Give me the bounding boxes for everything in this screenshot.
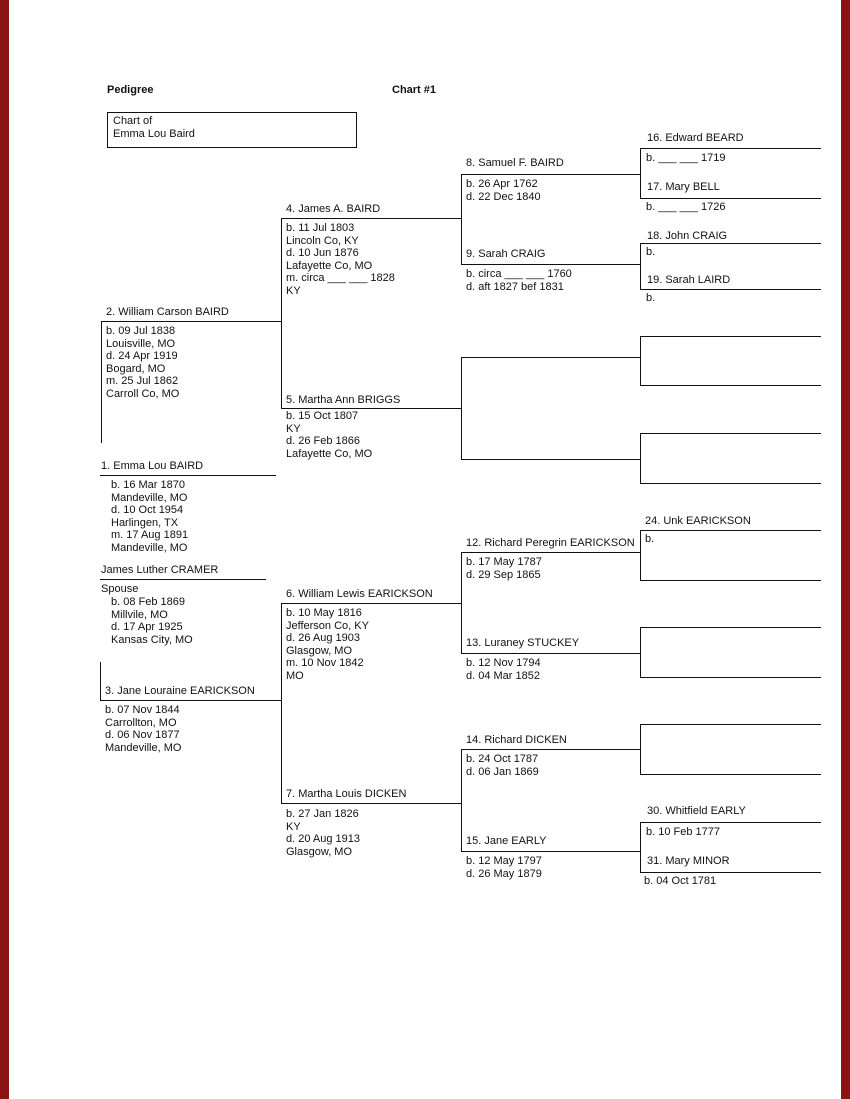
p16-name: 16. Edward BEARD [647,132,744,144]
spouse-line [100,579,266,580]
p24-detail: b. [645,533,655,545]
p19-line [640,289,821,290]
spouse-name: James Luther CRAMER [101,564,219,576]
p17-line [640,198,821,199]
p15-name: 15. Jane EARLY [466,835,547,847]
p6-details: b. 10 May 1816 Jefferson Co, KY d. 26 Aug 1903 Glasgow, MO m. 10 Nov 1842 MO [286,607,369,682]
p9-name: 9. Sarah CRAIG [466,248,546,260]
p18-name: 18. John CRAIG [647,230,728,242]
p13-details: b. 12 Nov 1794 d. 04 Mar 1852 [466,657,541,682]
p10-parents-connector [640,336,641,385]
p7-line [281,803,461,804]
p31-line [640,872,821,873]
p14-name: 14. Richard DICKEN [466,734,567,746]
p4-line [281,218,461,219]
p2-name: 2. William Carson BAIRD [106,306,229,318]
p30-detail: b. 10 Feb 1777 [646,826,721,838]
p10-line [461,357,641,358]
p15-parents-connector [640,822,641,872]
p17-detail: b. ___ ___ 1726 [646,201,726,213]
p20-line [640,336,821,337]
p4-details: b. 11 Jul 1803 Lincoln Co, KY d. 10 Jun 1876 Lafayette Co, MO m. circa ___ ___ 1828 KY [286,222,395,297]
p15-details: b. 12 May 1797 d. 26 May 1879 [466,855,542,880]
p6-name: 6. William Lewis EARICKSON [286,588,433,600]
p15-line [461,851,641,852]
p4-name: 4. James A. BAIRD [286,203,381,215]
p5-line [281,408,461,409]
p13-line [461,653,641,654]
p5-name: 5. Martha Ann BRIGGS [286,394,401,406]
p3-name: 3. Jane Louraine EARICKSON [105,685,255,697]
p5-parents-connector [461,357,462,459]
p27-line [640,677,821,678]
header-pedigree: Pedigree [107,84,154,96]
chart-of-label: Chart of [113,115,153,127]
chart-of-name: Emma Lou Baird [113,128,195,140]
p1-name: 1. Emma Lou BAIRD [101,460,204,472]
p3-parents-connector [281,603,282,803]
p18-line [640,243,821,244]
p12-line [461,552,641,553]
spouse-label: Spouse [101,583,139,595]
p22-line [640,433,821,434]
p8-name: 8. Samuel F. BAIRD [466,157,564,169]
p25-line [640,580,821,581]
p3-connector [100,662,101,700]
p24-name: 24. Unk EARICKSON [645,515,751,527]
spouse-details: b. 08 Feb 1869 Millvile, MO d. 17 Apr 1925 Kansas City, MO [111,596,193,646]
p30-line [640,822,821,823]
p11-parents-connector [640,433,641,483]
p19-detail: b. [646,292,656,304]
p14-line [461,749,641,750]
p19-name: 19. Sarah LAIRD [647,274,731,286]
p5-details: b. 15 Oct 1807 KY d. 26 Feb 1866 Lafayette Co, MO [286,410,373,460]
p14-details: b. 24 Oct 1787 d. 06 Jan 1869 [466,753,539,778]
p6-line [281,603,461,604]
p14-parents-connector [640,724,641,774]
p2-line [101,321,282,322]
p16-line [640,148,821,149]
p12-details: b. 17 May 1787 d. 29 Sep 1865 [466,556,542,581]
p23-line [640,483,821,484]
p4-parents-connector [461,174,462,264]
p26-line [640,627,821,628]
p12-name: 12. Richard Peregrin EARICKSON [466,537,635,549]
p1-line [100,475,276,476]
p24-line [640,530,821,531]
p31-detail: b. 04 Oct 1781 [644,875,717,887]
p8-line [461,174,641,175]
right-border [841,0,850,1099]
p9-line [461,264,641,265]
p1-details: b. 16 Mar 1870 Mandeville, MO d. 10 Oct 1954 Harlingen, TX m. 17 Aug 1891 Mandeville, MO [111,479,189,554]
p29-line [640,774,821,775]
p8-parents-connector [640,148,641,198]
p9-parents-connector [640,243,641,289]
p7-name: 7. Martha Louis DICKEN [286,788,407,800]
p13-parents-connector [640,627,641,677]
p28-line [640,724,821,725]
p6-parents-connector [461,552,462,653]
p21-line [640,385,821,386]
p31-name: 31. Mary MINOR [647,855,730,867]
left-border [0,0,9,1099]
p11-line [461,459,641,460]
p17-name: 17. Mary BELL [647,181,720,193]
p7-details: b. 27 Jan 1826 KY d. 20 Aug 1913 Glasgow, MO [286,808,361,858]
p2-parents-connector [281,218,282,408]
p3-line [100,700,282,701]
p13-name: 13. Luraney STUCKEY [466,637,580,649]
p30-name: 30. Whitfield EARLY [647,805,746,817]
p7-parents-connector [461,749,462,851]
p2-connector [101,321,102,443]
p8-details: b. 26 Apr 1762 d. 22 Dec 1840 [466,178,541,203]
p9-details: b. circa ___ ___ 1760 d. aft 1827 bef 1831 [466,268,572,293]
p3-details: b. 07 Nov 1844 Carrollton, MO d. 06 Nov 1877 Mandeville, MO [105,704,182,754]
p12-parents-connector [640,530,641,580]
p18-detail: b. [646,246,656,258]
header-chart-number: Chart #1 [392,84,437,96]
p16-detail: b. ___ ___ 1719 [646,152,726,164]
p2-details: b. 09 Jul 1838 Louisville, MO d. 24 Apr 1919 Bogard, MO m. 25 Jul 1862 Carroll Co, MO [106,325,180,400]
